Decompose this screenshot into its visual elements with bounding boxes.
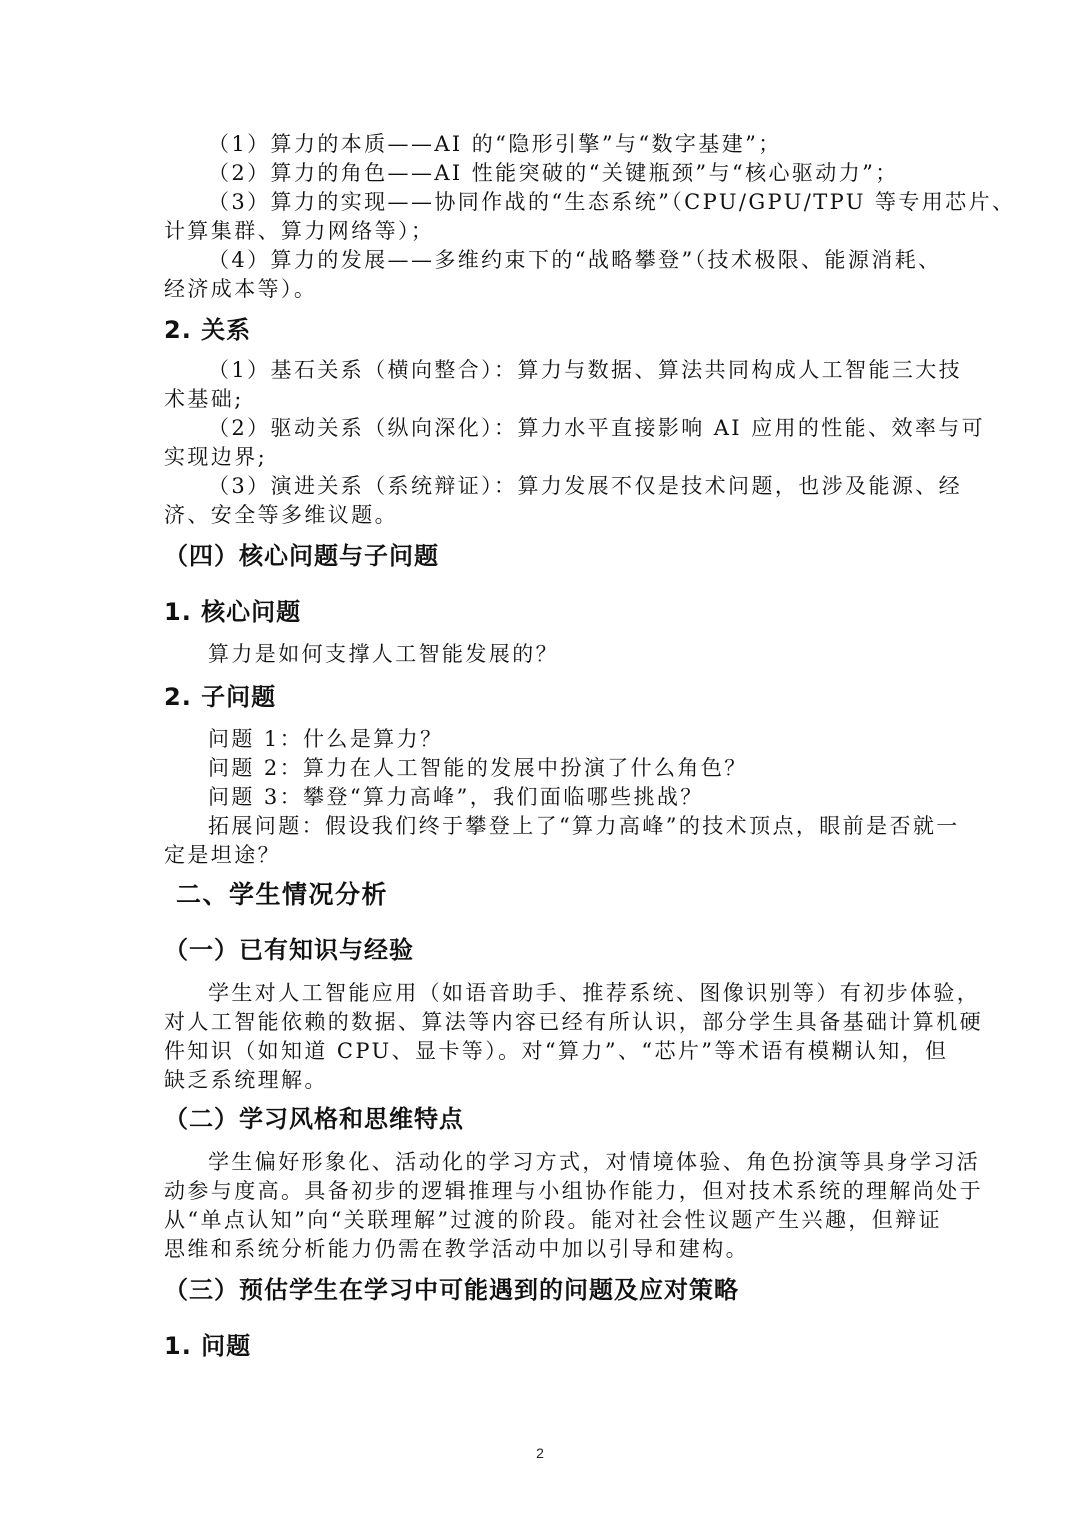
section-heading-core-questions: （四）核心问题与子问题 [164,542,439,570]
core-question-text: 算力是如何支撑人工智能发展的？ [208,642,559,666]
core-question-text-block [164,640,920,669]
relation-item: （2）驱动关系（纵向深化）：算力水平直接影响 AI 应用的性能、效率与可 [208,416,986,440]
relations-list [164,356,986,530]
paragraph-line: 学生对人工智能应用（如语音助手、推荐系统、图像识别等）有初步体验， [208,981,981,1005]
paragraph-line: 件知识（如知道 CPU、显卡等）。对“算力”、“芯片”等术语有模糊认知，但 [164,1039,949,1063]
prior-knowledge-paragraph [164,979,983,1095]
page-number: 2 [536,1445,544,1461]
core-question-heading: 1. 核心问题 [164,598,302,626]
paragraph-line: 缺乏系统理解。 [164,1068,328,1092]
aspect-item: （3）算力的实现——协同作战的“生态系统”（CPU/GPU/TPU 等专用芯片、 [208,190,1016,214]
section-heading-prior-knowledge: （一）已有知识与经验 [164,936,414,964]
paragraph-line: 动参与度高。具备初步的逻辑推理与小组协作能力，但对技术系统的理解尚处于 [164,1179,983,1203]
sub-question-item: 问题 3：攀登“算力高峰”，我们面临哪些挑战？ [208,785,704,809]
aspect-item-continuation: 经济成本等）。 [164,277,318,301]
paragraph-line: 学生偏好形象化、活动化的学习方式，对情境体验、角色扮演等具身学习活 [208,1150,981,1174]
learning-style-paragraph [164,1148,983,1264]
sub-question-item: 问题 2：算力在人工智能的发展中扮演了什么角色？ [208,756,748,780]
relation-item: （1）基石关系（横向整合）：算力与数据、算法共同构成人工智能三大技 [208,358,963,382]
aspects-list [164,130,1016,304]
paragraph-line: 对人工智能依赖的数据、算法等内容已经有所认识，部分学生具备基础计算机硬 [164,1010,983,1034]
problems-heading: 1. 问题 [164,1332,252,1360]
sub-question-item: 问题 1：什么是算力？ [208,727,444,751]
relation-item-continuation: 实现边界; [164,445,268,469]
paragraph-line: 思维和系统分析能力仍需在教学活动中加以引导和建构。 [164,1237,749,1261]
section-heading-problems-strategies: （三）预估学生在学习中可能遇到的问题及应对策略 [164,1276,739,1304]
sub-questions-list [164,725,960,870]
section-heading-learning-style: （二）学习风格和思维特点 [164,1105,464,1133]
aspect-item: （1）算力的本质——AI 的“隐形引擎”与“数字基建”； [208,132,782,156]
extension-question: 拓展问题：假设我们终于攀登上了“算力高峰”的技术顶点，眼前是否就一 [208,814,960,838]
relations-heading: 2. 关系 [164,316,252,344]
chapter-heading-student-analysis: 二、学生情况分析 [176,880,389,909]
sub-questions-heading: 2. 子问题 [164,683,277,711]
extension-question-continuation: 定是坦途？ [164,843,281,867]
paragraph-line: 从“单点认知”向“关联理解”过渡的阶段。能对社会性议题产生兴趣，但辩证 [164,1208,942,1232]
relation-item-continuation: 术基础; [164,387,244,411]
relation-item: （3）演进关系（系统辩证）：算力发展不仅是技术问题，也涉及能源、经 [208,474,963,498]
aspect-item: （2）算力的角色——AI 性能突破的“关键瓶颈”与“核心驱动力”； [208,161,899,185]
aspect-item-continuation: 计算集群、算力网络等）； [164,219,435,243]
aspect-item: （4）算力的发展——多维约束下的“战略攀登”（技术极限、能源消耗、 [208,248,942,272]
relation-item-continuation: 济、安全等多维议题。 [164,503,398,527]
